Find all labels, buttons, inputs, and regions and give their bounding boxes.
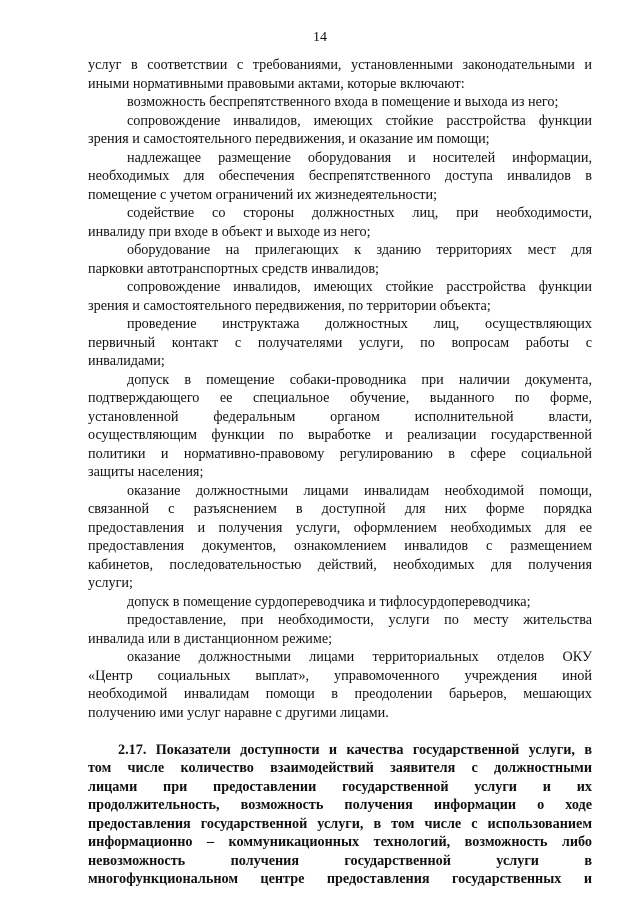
text-line: подтверждающего ее специальное обучение, выданного по форме, <box>88 390 592 406</box>
section-heading-line: продолжительность, возможность получения информации о ходе <box>88 797 592 813</box>
text-line: оказание должностными лицами инвалидам необходимой помощи, <box>127 483 592 499</box>
text-line: необходимой инвалидам помощи в преодолении барьеров, мешающих <box>88 686 592 702</box>
text-line: услуг в соответствии с требованиями, установленными законодательными и <box>88 57 592 73</box>
text-line: парковки автотранспортных средств инвалидов; <box>88 261 379 277</box>
text-line: оказание должностными лицами территориальных отделов ОКУ <box>127 649 592 665</box>
text-line: защиты населения; <box>88 464 204 480</box>
text-line: зрения и самостоятельного передвижения, по территории объекта; <box>88 298 491 314</box>
section-heading-line: том числе количество взаимодействий заявителя с должностными <box>88 760 592 776</box>
text-line: возможность беспрепятственного входа в помещение и выхода из него; <box>127 94 559 110</box>
text-line: сопровождение инвалидов, имеющих стойкие расстройства функции <box>127 113 592 129</box>
text-line: предоставления и получения услуги, оформлением необходимых для ее <box>88 520 592 536</box>
text-line: осуществляющим функции по выработке и реализации государственной <box>88 427 592 443</box>
text-line: «Центр социальных выплат», управомоченного учреждения иной <box>88 668 592 684</box>
text-line: необходимых для обеспечения беспрепятственного доступа инвалидов в <box>88 168 592 184</box>
text-line: инвалидами; <box>88 353 165 369</box>
text-line: помещение с учетом ограничений их жизнедеятельности; <box>88 187 438 203</box>
section-heading-line: многофункциональном центре предоставления государственных и <box>88 871 592 887</box>
text-line: оборудование на прилегающих к зданию территориях мест для <box>127 242 592 258</box>
section-heading-line: информационно – коммуникационных технологий, возможность либо <box>88 834 592 850</box>
text-line: содействие со стороны должностных лиц, при необходимости, <box>127 205 592 221</box>
text-line: установленной федеральным органом исполнительной власти, <box>88 409 592 425</box>
text-line: кабинетов, последовательностью действий, необходимых для получения <box>88 557 592 573</box>
text-line: сопровождение инвалидов, имеющих стойкие расстройства функции <box>127 279 592 295</box>
text-line: допуск в помещение сурдопереводчика и тифлосурдопереводчика; <box>127 594 531 610</box>
text-line: первичный контакт с получателями услуги, по вопросам работы с <box>88 335 592 351</box>
text-line: инвалида или в дистанционном режиме; <box>88 631 333 647</box>
text-line: инвалиду при входе в объект и выходе из него; <box>88 224 371 240</box>
page-number: 14 <box>313 30 327 45</box>
section-heading-line: предоставления государственной услуги, в том числе с использованием <box>88 816 592 832</box>
text-line: допуск в помещение собаки-проводника при наличии документа, <box>127 372 592 388</box>
text-line: надлежащее размещение оборудования и носителей информации, <box>127 150 592 166</box>
text-line: зрения и самостоятельного передвижения, и оказание им помощи; <box>88 131 490 147</box>
section-heading-line: 2.17. Показатели доступности и качества государственной услуги, в <box>118 742 592 758</box>
section-heading-line: лицами при предоставлении государственной услуги и их <box>88 779 592 795</box>
section-heading-line: невозможность получения государственной услуги в <box>88 853 592 869</box>
text-line: связанной с разъяснением в доступной для них форме порядка <box>88 501 592 517</box>
text-line: предоставления документов, ознакомлением инвалидов с размещением <box>88 538 592 554</box>
text-line: проведение инструктажа должностных лиц, осуществляющих <box>127 316 592 332</box>
text-line: получению ими услуг наравне с другими лицами. <box>88 705 389 721</box>
text-line: политики и нормативно-правовому регулированию в сфере социальной <box>88 446 592 462</box>
text-line: предоставление, при необходимости, услуги по месту жительства <box>127 612 592 628</box>
text-line: иными нормативными правовыми актами, которые включают: <box>88 76 465 92</box>
text-line: услуги; <box>88 575 133 591</box>
